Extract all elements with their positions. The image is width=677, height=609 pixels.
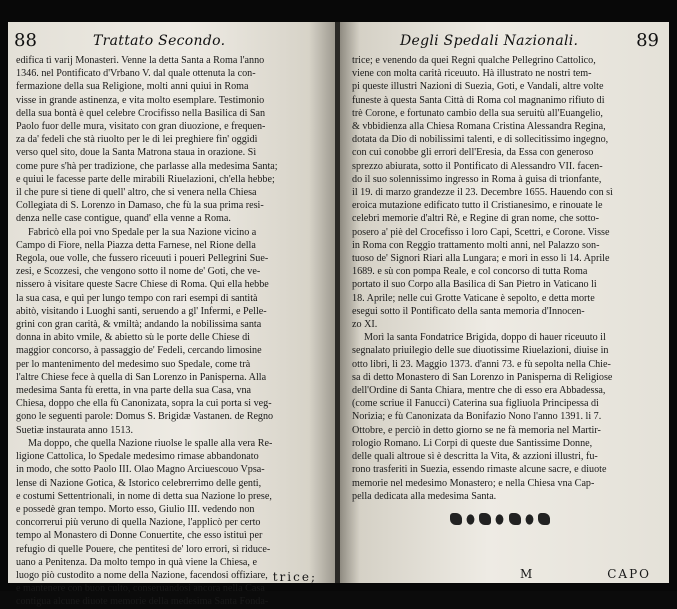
text-line: con cui conobbe gli errori dell'Eresia, da Essa con generoso xyxy=(352,147,594,159)
right-body-text xyxy=(352,54,659,503)
text-line: Ottobre, e perciò in detto giorno se ne fà memoria nel Martir- xyxy=(352,424,601,436)
text-line: rologio Romano. Li Corpi di queste due Santissime Donne, xyxy=(352,437,593,449)
running-title: Trattato Secondo. xyxy=(93,33,226,49)
text-line: denza nelle case contigue, quand' ella venne a Roma. xyxy=(16,213,231,225)
text-line: 1346. nel Pontificato d'Vrbano V. dal quale ottenuta la con- xyxy=(16,68,256,80)
tailpiece-ornament xyxy=(450,510,550,528)
text-line: za da' fedeli che stà riuolto per le di lei preghiere fin' oggidì xyxy=(16,134,258,146)
text-line: gono le seguenti parole: Domus S. Brigidæ Vastanen. de Regno xyxy=(16,411,274,423)
text-line: come pure s'hà per tradizione, che parlasse alla medesima Santa; xyxy=(16,160,278,172)
text-line: il 19. di marzo grandezze il 23. Decembre 1655. Hauendo con sì xyxy=(352,187,613,199)
text-line: 18. Aprile; nelle cui Grotte Vaticane è sepolto, e detta morte xyxy=(352,292,595,304)
text-line: Collegiata di S. Lorenzo in Damaso, che fù la sua prima resi- xyxy=(16,200,264,212)
text-line: sa di detto Monastero di San Lorenzo in Panisperna di Religiose xyxy=(352,371,613,383)
text-line: tuoso de' Signori Riari alla Lungara; e morì in esso li 14. Aprile xyxy=(352,253,610,265)
text-line: grini con gran carità, & vmiltà; andando la nobilissima santa xyxy=(16,319,262,331)
text-line: nissero à visitare queste Sacre Chiese di Roma. Quì ella hebbe xyxy=(16,279,269,291)
text-line: viene con molta carità riceuuto. Hà illustrato ne nostri tem- xyxy=(352,68,592,80)
text-line: verso quel sito, doue la Santa Matrona staua in orazione. Sì xyxy=(16,147,257,159)
page-number: 88 xyxy=(14,30,37,51)
text-line: refugio di quelle Pouere, che pentitesi de' loro errori, sì riduce- xyxy=(16,543,271,555)
catchword: trice; xyxy=(272,570,317,584)
text-line: Fabricò ella poi vno Spedale per la sua Nazione vicino a xyxy=(28,226,257,238)
text-line: do il suo solennissimo ingresso in Roma à guisa di trionfante, xyxy=(352,173,602,185)
text-line: e mantenere con buon culto, conseruandosi ancora nella Casa xyxy=(16,583,265,595)
text-line: ligione Cattolica, lo Spedale medesimo rimase abbandonato xyxy=(16,451,259,463)
text-line: l'altre Chiese fece à quella di San Lorenzo in Panisperna. Alla xyxy=(16,371,267,383)
text-line: tempo al Monastero di Donne Conuertite, che esso istituì per xyxy=(16,530,263,542)
catchword: CAPO xyxy=(607,567,651,581)
right-header xyxy=(340,30,669,52)
text-line: funeste à questa Santa Città di Roma col magnanimo rifiuto di xyxy=(352,94,605,106)
text-line: esegui sotto il Pontificato della santa memoria d'Innocen- xyxy=(352,305,585,317)
text-line: edifica tì varij Monasterì. Venne la detta Santa a Roma l'anno xyxy=(16,55,265,66)
text-line: eroica mutazione edificato tutto il Cristianesimo, e rinouate le xyxy=(352,200,603,212)
text-line: memorie nel medesimo Monastero; e nella Chiesa vna Cap- xyxy=(352,477,595,489)
text-line: Regola, oue volle, che fussero riceuuti i poueri Pellegrini Sue- xyxy=(16,253,269,265)
text-line: il che pure si tiene di quell' altro, che si venera nella Chiesa xyxy=(16,187,257,199)
text-line: e possedè gran tempo. Morto esso, Giulio III. vedendo non xyxy=(16,503,255,515)
text-line: uano a Penitenza. Da molto tempo in quà viene la Chiesa, e xyxy=(16,556,257,568)
text-line: maggior concorso, à passaggio de' Fedeli, cercando limosine xyxy=(16,345,262,357)
text-line: zo XI. xyxy=(352,319,378,331)
text-line: sprezzo abiurata, sotto il Pontificato di Alessandro VII. facen- xyxy=(352,160,603,172)
text-line: concorrerui più veruno di quella Nazione, l'applicò per certo xyxy=(16,517,261,529)
text-line: medesima Santa fù eretta, in vna parte della sua Casa, vna xyxy=(16,385,252,397)
text-line: per lo mantenimento del medesimo suo Spedale, come trà xyxy=(16,358,251,370)
right-page xyxy=(340,22,669,583)
text-line: segnalato priuilegio delle sue diuotissime Riuelazioni, diuise in xyxy=(352,345,609,357)
text-line: e costumi Settentrionali, in nome di detta sua Nazione lo prese, xyxy=(16,490,272,502)
text-line: luogo piò custodito a nome della Nazione, facendosi offiziare, xyxy=(16,569,268,581)
text-line: lense di Nazione Gotica, & Istorico celebrerrimo delle genti, xyxy=(16,477,262,489)
text-line: Paolo fuor delle mura, visitato con gran diuozione, e frequen- xyxy=(16,121,266,133)
text-line: (come scriue il Fanucci) Caterina sua figliuola Principessa di xyxy=(352,398,599,410)
text-line: in modo, che sotto Paolo III. Olao Magno Arciuescouo Vpsa- xyxy=(16,464,265,476)
text-line: Norizia; e fù Canonizata da Bonifazio Nono l'anno 1391. li 7. xyxy=(352,411,602,423)
left-body-text xyxy=(16,54,323,609)
text-line: 1689. e sù con pompa Reale, e col concorso di tutta Roma xyxy=(352,266,588,278)
text-line: Campo di Fiore, nella Piazza detta Farnese, nel Rione della xyxy=(16,239,256,251)
text-line: portato il suo Corpo alla Basilica di San Pietro in Vaticano li xyxy=(352,279,597,291)
signature-mark: M xyxy=(520,567,534,581)
text-line: abitò, visitando i Luoghi santi, seruendo a gl' Infermi, e Pelle- xyxy=(16,305,267,317)
text-line: otto libri, li 23. Maggio 1373. d'anni 73. e fù sepolta nella Chie- xyxy=(352,358,611,370)
text-line: rono trasferiti in Suezia, essendo rimaste alcune sacre, e diuote xyxy=(352,464,607,476)
text-line: Ma doppo, che quella Nazione riuolse le spalle alla vera Re- xyxy=(28,437,273,449)
text-line: in Roma con Reggio trattamento molti anni, nel Palazzo son- xyxy=(352,239,600,251)
text-line: delle quali altroue sì è descritta la Vita, & azzioni illustri, fu- xyxy=(352,451,598,463)
text-line: pi queste illustri Nazioni di Suezia, Goti, e Vandali, altre volte xyxy=(352,81,604,93)
text-line: fermazione della sua Religione, molti anni quiui in Roma xyxy=(16,81,249,93)
text-line: Suetiæ instaurata anno 1513. xyxy=(16,424,133,436)
text-line: Chiesa, doppo che ella fù Canonizata, sopra la cui porta si veg- xyxy=(16,398,272,410)
text-line: Morì la santa Fondatrice Brigida, doppo di hauer riceuuto il xyxy=(364,332,606,344)
text-line: trè Corone, e fortunato cambio della sua seruitù all'Euangelio, xyxy=(352,107,603,119)
text-line: dotata da Dio di nobilissimi talenti, e di sollecitissimo ingegno, xyxy=(352,134,609,146)
text-line: dell'Ordine di Santa Chiara, mentre che di esso era Abbadessa, xyxy=(352,385,606,397)
running-title: Degli Spedali Nazionali. xyxy=(400,33,579,49)
page-number: 89 xyxy=(636,30,659,51)
text-line: donna in abito vmile, & abietto sù le porte delle Chiese di xyxy=(16,332,250,344)
text-line: posero a' piè del Crocefisso i loro Capi, Scettri, e Corone. Visse xyxy=(352,226,610,238)
text-line: e quiui le facesse parte delle mirabili Riuelazioni, ch'ella hebbe; xyxy=(16,173,275,185)
text-line: della sua bontà è quel celebre Crocifisso nella Basilica di San xyxy=(16,107,266,119)
left-header xyxy=(8,30,335,52)
text-line: zesi, e Scozzesi, che vengono sotto il nome de' Goti, che ve- xyxy=(16,266,261,278)
text-line: trice; e venendo da quei Regni qualche Pellegrino Cattolico, xyxy=(352,55,596,66)
text-line: visse in grande astinenza, e vita molto esemplare. Testimonio xyxy=(16,94,265,106)
left-page xyxy=(8,22,336,608)
text-line: la sua casa, e quì per lungo tempo con rari esempi di santità xyxy=(16,292,258,304)
text-line: contigua alcune diuote memorie della medesima Santa Fonda- xyxy=(16,596,269,608)
text-line: & vbbidienza alla Chiesa Romana Cristina Alessandra Regina, xyxy=(352,121,606,133)
text-line: pella dedicata alla medesima Santa. xyxy=(352,490,497,502)
text-line: celebri memorie d'altri Rè, e Regine di gran nome, che sotto- xyxy=(352,213,599,225)
